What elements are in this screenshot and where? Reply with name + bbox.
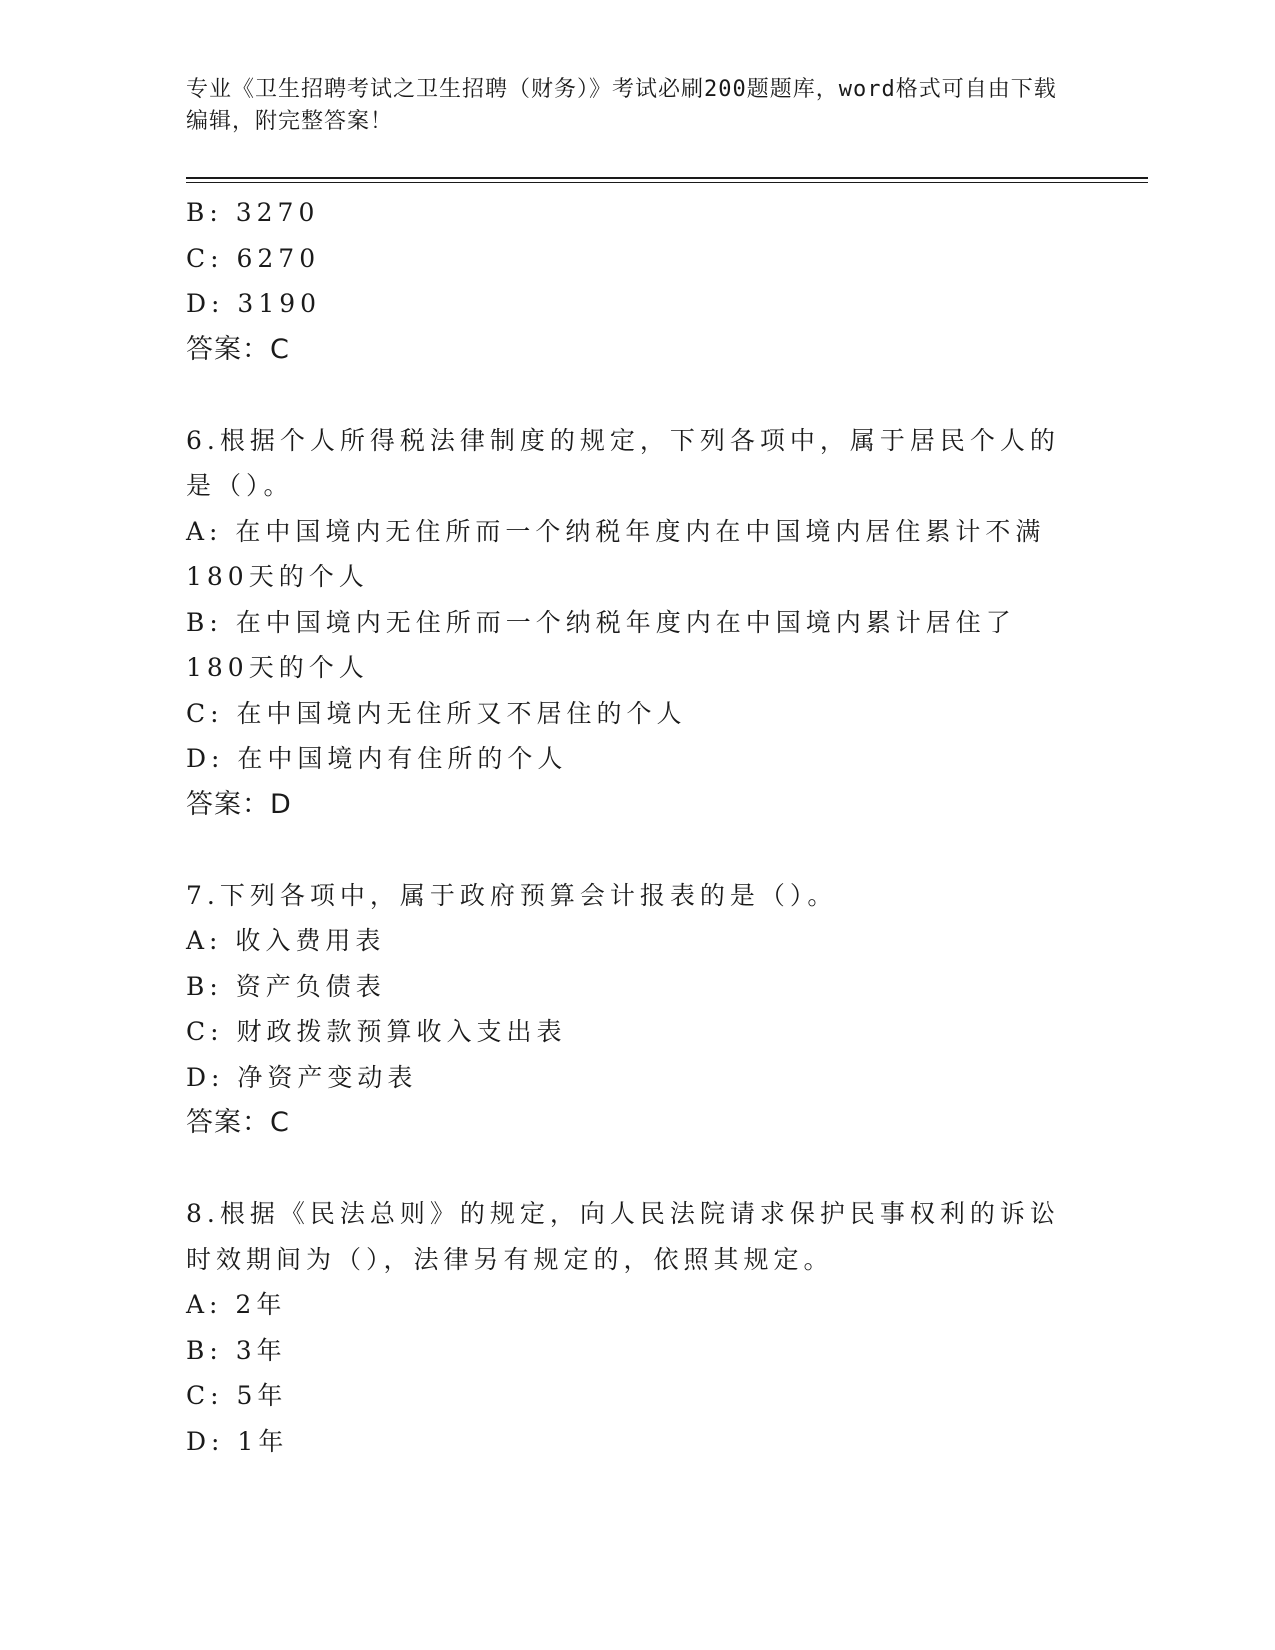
question-7: [186, 873, 1076, 1146]
question-stem: 6.根据个人所得税法律制度的规定，下列各项中，属于居民个人的是（）。: [186, 425, 1060, 500]
option-d: D: 净资产变动表: [186, 1062, 418, 1092]
option-c: C: 在中国境内无住所又不居住的个人: [186, 698, 687, 728]
option-a: A: 在中国境内无住所而一个纳税年度内在中国境内居住累计不满180天的个人: [186, 516, 1046, 591]
option-a: A: 2年: [186, 1290, 287, 1319]
answer-line: 答案：D: [186, 788, 292, 820]
question-5-tail: [186, 190, 1076, 372]
option-c: C: 6270: [186, 243, 321, 273]
question-stem: 7.下列各项中，属于政府预算会计报表的是（）。: [186, 880, 838, 910]
option-c: C: 5年: [186, 1381, 288, 1410]
option-a: A: 收入费用表: [186, 926, 386, 955]
option-b: B: 3270: [186, 198, 320, 227]
question-stem: 8.根据《民法总则》的规定，向人民法院请求保护民事权利的诉讼时效期间为（），法律另有规定的，依照其规定。: [186, 1199, 1060, 1274]
header-divider-thin: [186, 182, 1148, 183]
question-8: [186, 1191, 1076, 1464]
spacer: [186, 1146, 1076, 1192]
option-d: D: 3190: [186, 289, 322, 318]
option-b: B: 资产负债表: [186, 971, 386, 1001]
option-d: D: 在中国境内有住所的个人: [186, 744, 568, 773]
answer-line: 答案：C: [186, 1107, 290, 1138]
option-b: B: 在中国境内无住所而一个纳税年度内在中国境内累计居住了180天的个人: [186, 607, 1016, 682]
document-header: 专业《卫生招聘考试之卫生招聘（财务）》考试必刷200题题库，word格式可自由下载编辑，附完整答案！: [186, 77, 1057, 134]
answer-line: 答案：C: [186, 333, 290, 365]
option-c: C: 财政拨款预算收入支出表: [186, 1017, 567, 1046]
option-b: B: 3年: [186, 1335, 287, 1365]
option-d: D: 1年: [186, 1426, 289, 1456]
question-6: [186, 418, 1076, 828]
spacer: [186, 372, 1076, 418]
question-content: [186, 190, 1076, 1464]
spacer: [186, 827, 1076, 873]
header-divider: [186, 177, 1148, 179]
